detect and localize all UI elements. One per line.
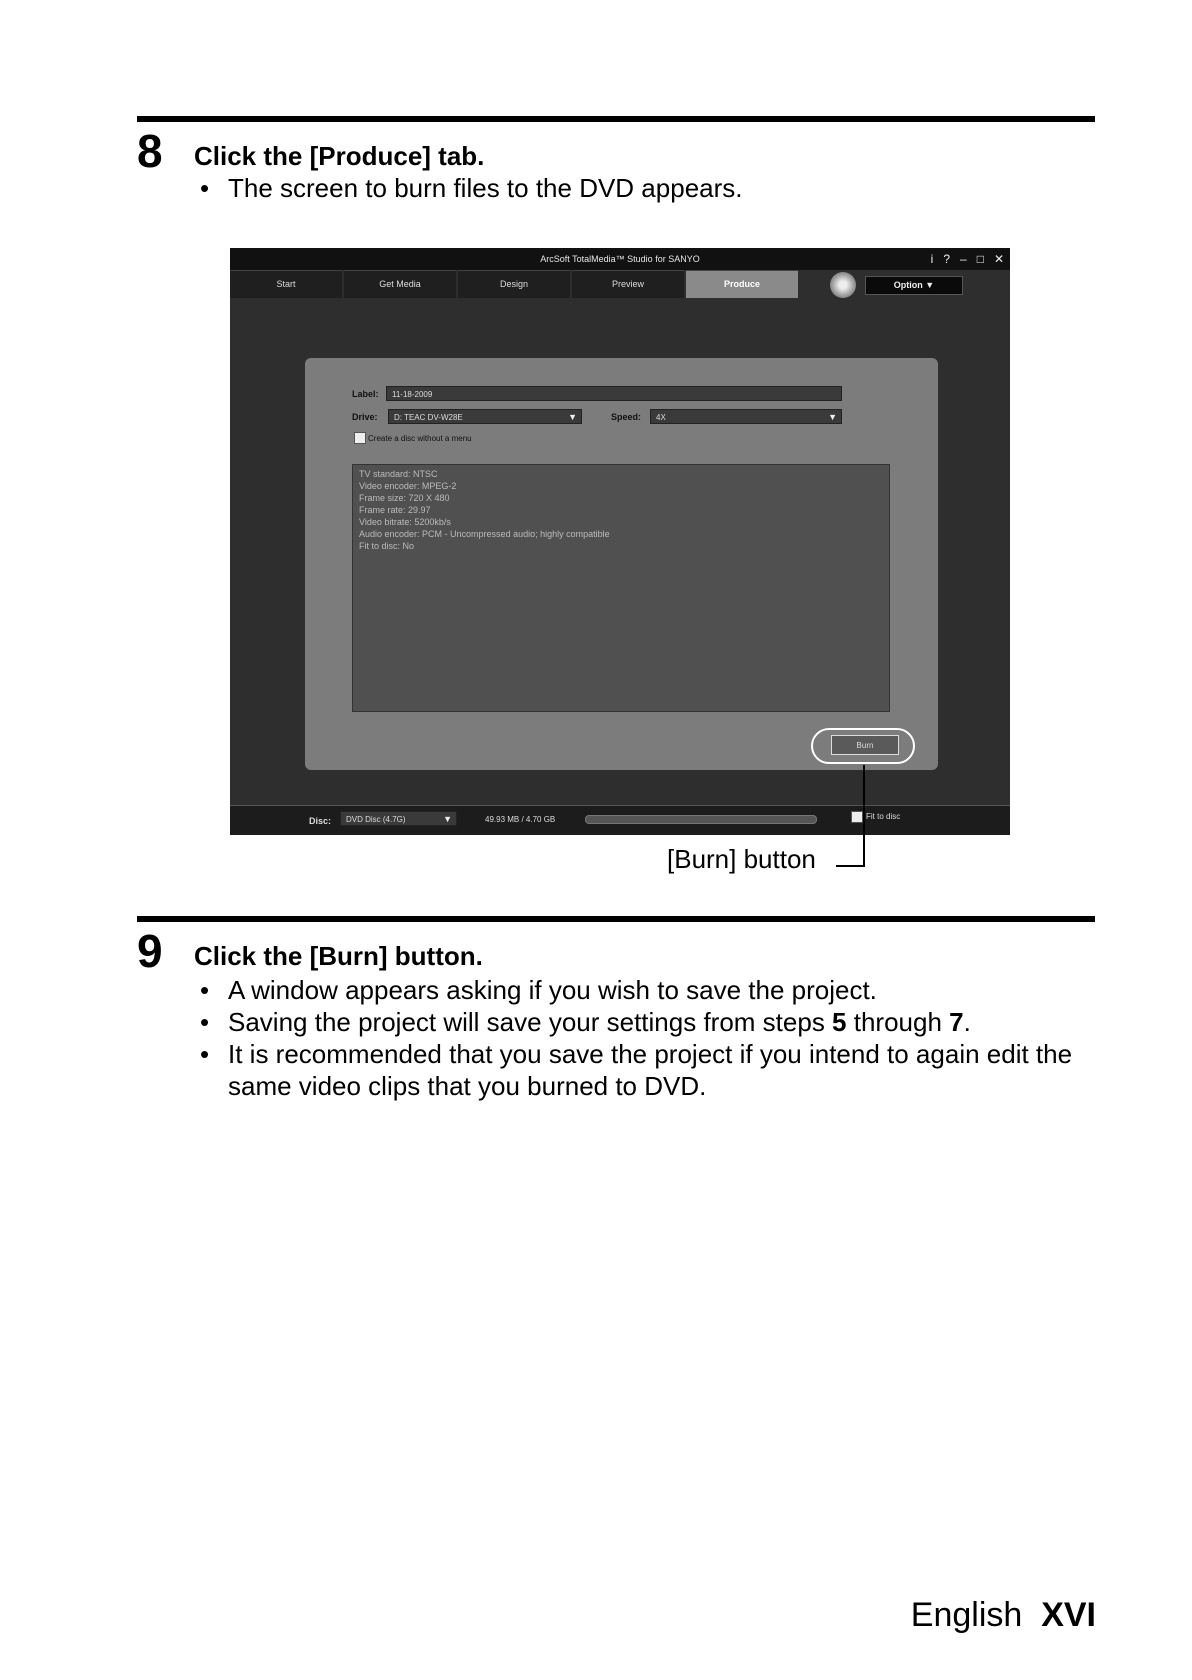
section-divider-8 <box>137 116 1095 122</box>
info-line: Audio encoder: PCM - Uncompressed audio; highly compatible <box>359 529 610 539</box>
disc-size-readout: 49.93 MB / 4.70 GB <box>485 815 556 824</box>
bullet-item: • A window appears asking if you wish to save the project. <box>200 975 877 1005</box>
settings-info-box <box>352 464 890 712</box>
step-ref: 5 <box>832 1007 847 1037</box>
option-label: Option <box>893 280 923 290</box>
disc-value: DVD Disc (4.7G) <box>346 815 406 824</box>
burn-button[interactable]: Burn <box>831 735 899 755</box>
bullet-text: A window appears asking if you wish to save the project. <box>228 975 877 1005</box>
step-ref: 7 <box>949 1007 964 1037</box>
minimize-icon[interactable]: – <box>960 252 967 266</box>
step-number: 8 <box>137 125 163 177</box>
burn-button-callout: [Burn] button <box>667 844 816 874</box>
title-bar <box>230 248 1010 270</box>
chevron-down-icon: ▼ <box>828 412 837 422</box>
info-line: Video encoder: MPEG-2 <box>359 481 457 491</box>
create-disc-label: Create a disc without a menu <box>368 434 472 443</box>
tab-get-media[interactable]: Get Media <box>344 270 456 298</box>
fit-to-disc-label: Fit to disc <box>866 812 901 821</box>
step-number: 9 <box>137 925 163 977</box>
step-title: Click the [Produce] tab. <box>194 141 485 171</box>
page-number: XVI <box>1041 1596 1096 1634</box>
help-icon[interactable]: ? <box>943 252 950 266</box>
window-controls <box>931 252 1004 266</box>
create-disc-checkbox[interactable] <box>354 432 366 444</box>
app-screenshot <box>230 248 1010 835</box>
bullet-item: • The screen to burn files to the DVD appears. <box>200 173 743 203</box>
option-dropdown[interactable] <box>865 276 963 295</box>
drive-caption: Drive: <box>352 412 378 422</box>
bullet-text: through <box>846 1007 950 1037</box>
app-title: ArcSoft TotalMedia™ Studio for SANYO <box>540 254 700 264</box>
chevron-down-icon: ▼ <box>925 280 935 290</box>
drive-value: D: TEAC DV-W28E <box>394 413 463 422</box>
info-line: Fit to disc: No <box>359 541 415 551</box>
speed-caption: Speed: <box>611 412 642 422</box>
chevron-down-icon: ▼ <box>443 814 452 824</box>
step-title: Click the [Burn] button. <box>194 941 483 971</box>
close-icon[interactable]: ✕ <box>993 252 1004 266</box>
speed-value: 4X <box>656 413 666 422</box>
disc-caption: Disc: <box>309 816 332 826</box>
bullet-item: • It is recommended that you save the project if you intend to again edit the same video clips that you burned to DVD. <box>200 1039 1073 1101</box>
tab-produce[interactable]: Produce <box>686 270 798 298</box>
info-line: Video bitrate: 5200kb/s <box>359 517 451 527</box>
bullet-text: Saving the project will save your settings from steps <box>228 1007 833 1037</box>
bullet-text: . <box>963 1007 971 1037</box>
bullet-item: • Saving the project will save your settings from steps 5 through 7. <box>200 1007 971 1037</box>
disc-icon <box>830 272 856 298</box>
fit-to-disc-checkbox[interactable] <box>851 811 863 823</box>
step9-bullets <box>200 974 1100 1102</box>
produce-panel <box>305 358 938 770</box>
bullet-text: It is recommended that you save the project if you intend to again edit the same video clips that you burned to DVD. <box>228 1039 1073 1101</box>
info-line: Frame size: 720 X 480 <box>359 493 450 503</box>
disc-capacity-bar <box>585 815 817 824</box>
tab-preview[interactable]: Preview <box>572 270 684 298</box>
chevron-down-icon: ▼ <box>568 412 577 422</box>
speed-select[interactable] <box>650 409 842 424</box>
label-input[interactable]: 11-18-2009 <box>386 386 842 401</box>
callout-leader-vertical <box>863 765 865 867</box>
label-caption: Label: <box>352 389 379 399</box>
section-divider-9 <box>137 916 1095 922</box>
disc-select[interactable] <box>340 811 457 826</box>
page-footer <box>911 1596 1096 1635</box>
info-icon[interactable]: i <box>930 252 934 266</box>
info-line: TV standard: NTSC <box>359 469 438 479</box>
tab-start[interactable]: Start <box>230 270 342 298</box>
tab-design[interactable]: Design <box>458 270 570 298</box>
footer-language: English <box>910 1596 1023 1634</box>
bullet-text: The screen to burn files to the DVD appears. <box>228 173 743 203</box>
drive-select[interactable] <box>388 409 582 424</box>
maximize-icon[interactable]: □ <box>976 252 984 266</box>
info-line: Frame rate: 29.97 <box>359 505 431 515</box>
tab-bar <box>230 270 800 297</box>
callout-leader-horizontal <box>836 865 865 867</box>
step8-bullets <box>200 172 743 204</box>
